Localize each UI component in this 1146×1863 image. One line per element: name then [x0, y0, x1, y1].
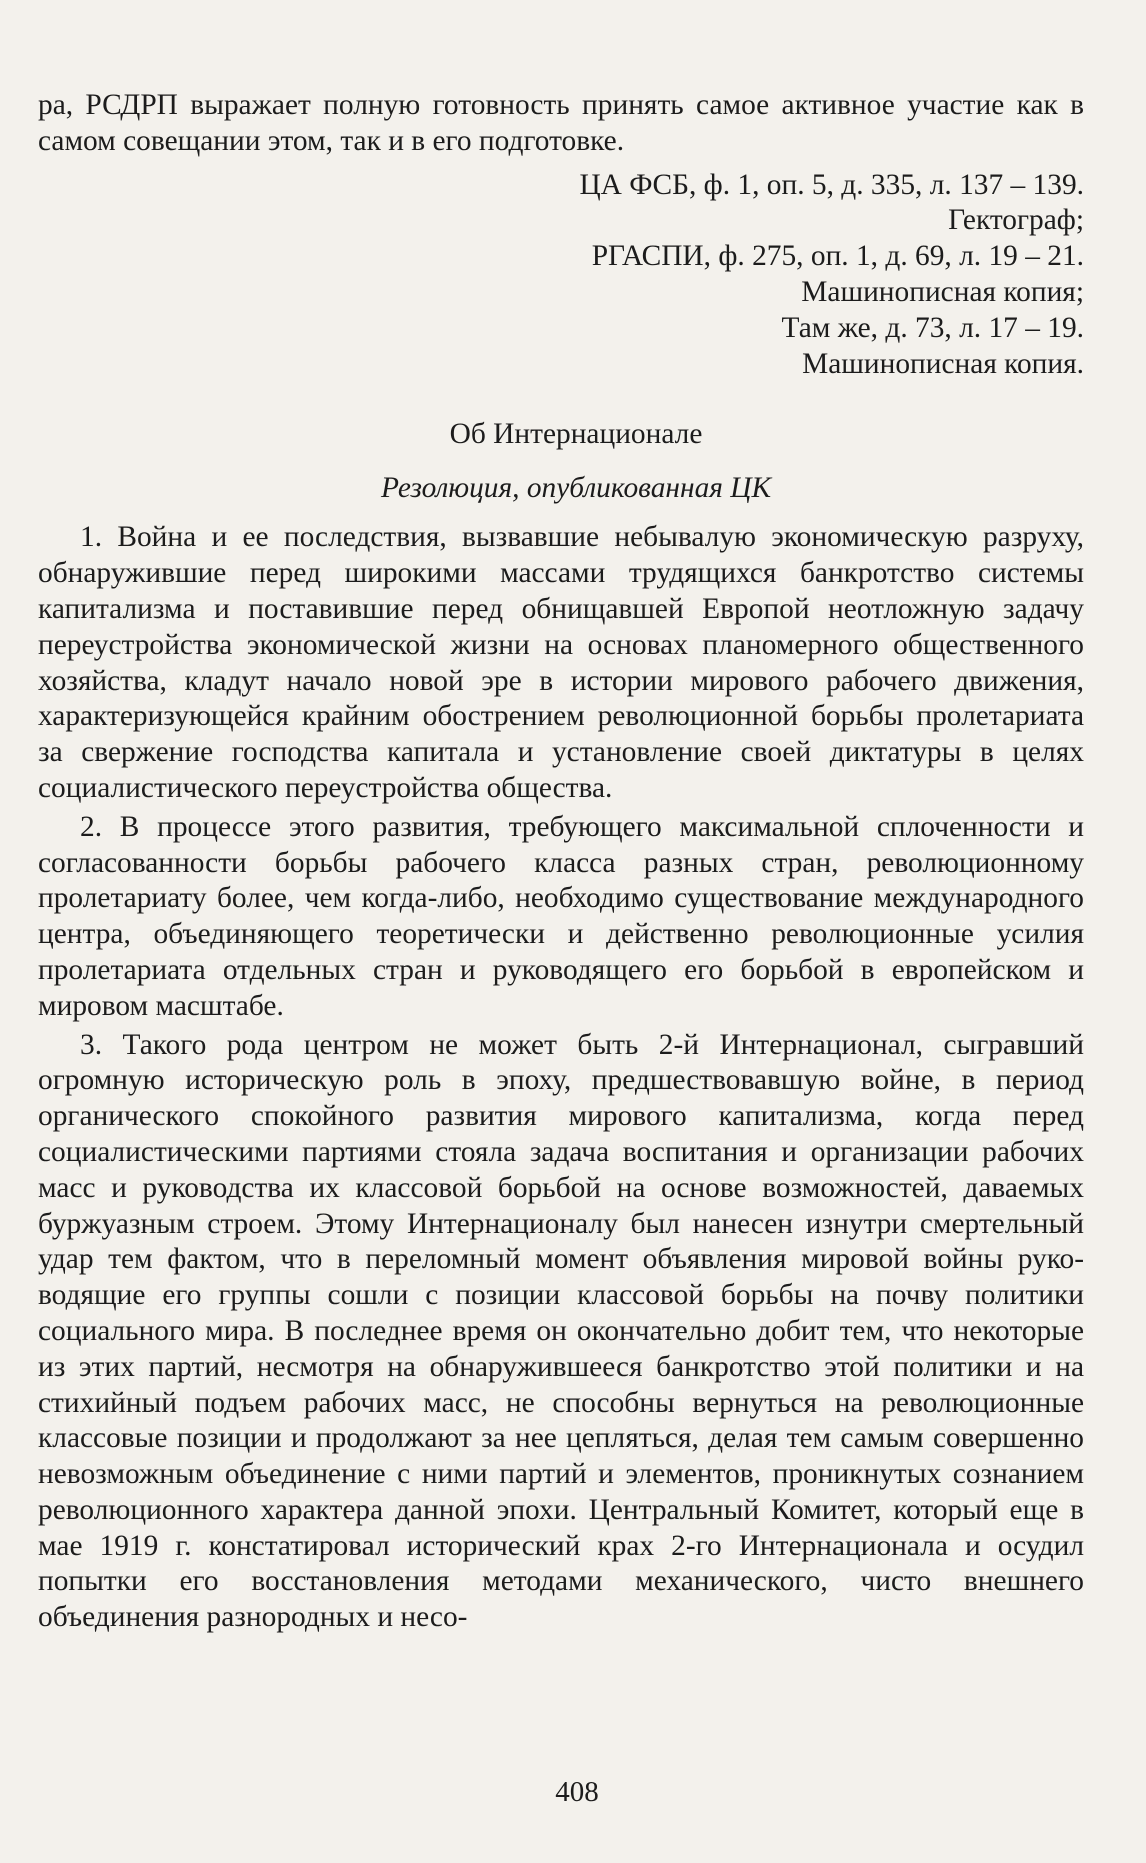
source-ref: РГАСПИ, ф. 275, оп. 1, д. 69, л. 19 – 21. [591, 240, 1084, 273]
paragraph-2: 2. В процессе этого развития, требующего максимальной сплоченности и согласованности борьбы рабочего класса разных стран, революционному пролетариату более, чем когда-либо, необходимо существование международного центра, объединяющего теоретически и действенно революционные усилия пролетариата отдельных стран и руководящего его борьбой в европейском и мировом масштабе. [38, 810, 1084, 1022]
page-number: 408 [555, 1776, 599, 1808]
section-subheading: Резолюция, опубликованная ЦК [380, 472, 772, 505]
paragraph-3: 3. Такого рода центром не может быть 2-й Интернационал, сыгравший огромную историческую роль в эпоху, предшествовавшую войне, в период органического спокойного развития мирового капитализма, когда перед социалистическими партиями стояла задача воспитания и организации рабочих масс и руководства их классовой борьбой на основе возможностей, даваемых буржуазным строем. Этому Интернационалу был нанесен изнутри смертельный удар тем фактом, что в переломный момент объявления мировой войны руководящие его группы сошли с позиции классовой борьбы на почву политики социального мира. В последнее время он окончательно добит тем, что некоторые из этих партий, несмотря на обнаружившееся банкротство этой политики и на стихийный подъем рабочих масс, не способны вернуться на революционные классовые позиции и продолжают за нее цепляться, делая тем самым совершенно невозможным объединение с ними партий и элементов, проникнутых сознанием революционного характера данной эпохи. Центральный Комитет, который еще в мае 1919 г. констатировал исторический крах 2-го Интернационала и осудил попытки его восстановления методами механического, чисто внешнего объединения разнородных и несо- [38, 1028, 1084, 1634]
opening-paragraph: ра, РСДРП выражает полную готовность принять самое активное участие как в самом совещании этом, так и в его подготовке. [38, 89, 1084, 157]
source-note: Гектограф; [948, 204, 1084, 237]
paragraph-1: 1. Война и ее последствия, вызвавшие небывалую экономическую разруху, обнаружившие перед широкими массами трудящихся банкротство системы капитализма и поставившие перед обнищавшей Европой неотложную задачу переустройства экономической жизни на основах планомерного общественного хозяйства, кладут начало новой эре в истории мирового рабочего движения, характеризующейся крайним обострением революционной борьбы пролетариата за свержение господства капитала и установление своей диктатуры в целях социалистического переустройства общества. [38, 521, 1084, 804]
source-note: Машинописная копия. [802, 347, 1084, 380]
section-heading: Об Интернационале [449, 418, 703, 451]
archival-sources [38, 168, 1084, 383]
source-ref: ЦА ФСБ, ф. 1, оп. 5, д. 335, л. 137 – 139. [579, 168, 1084, 201]
document-text [38, 88, 1084, 1636]
resolution-body [38, 520, 1084, 1636]
source-note: Машинописная копия; [801, 275, 1084, 308]
source-ref: Там же, д. 73, л. 17 – 19. [781, 311, 1084, 344]
